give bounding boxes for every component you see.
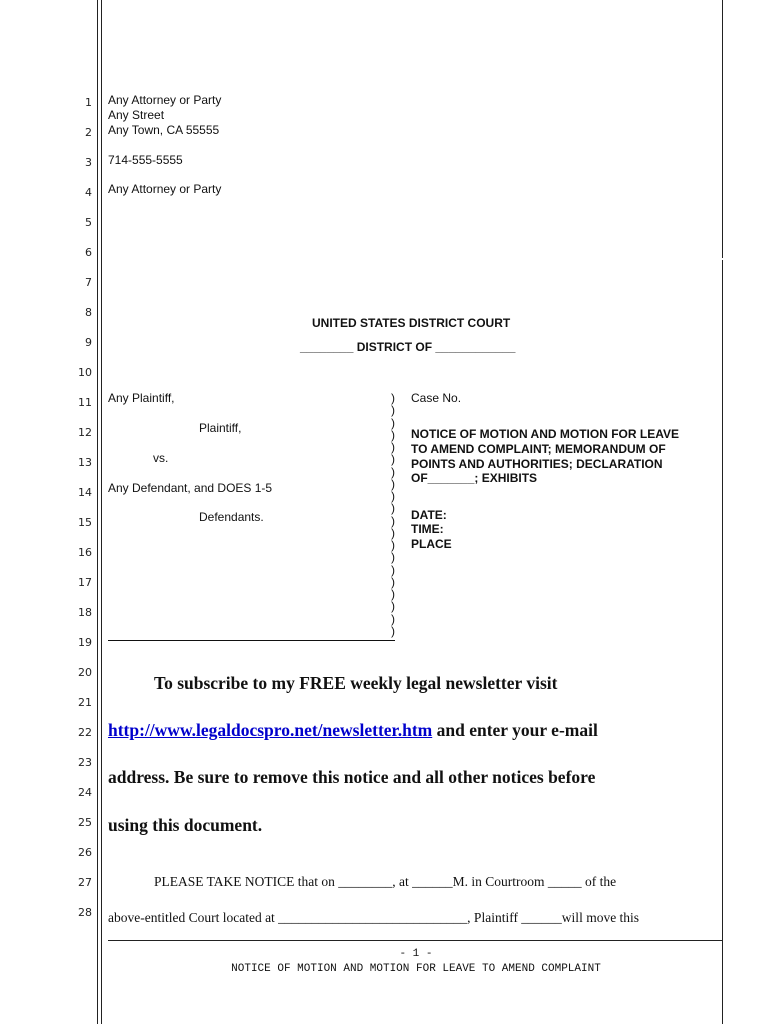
line-number: 1 [85,96,92,109]
attorney-city: Any Town, CA 55555 [108,123,220,137]
line-number: 6 [85,246,92,259]
line-number: 22 [78,726,92,739]
line-number: 2 [85,126,92,139]
paren: ) [391,501,395,516]
document-title-line: OF_______; EXHIBITS [411,471,538,485]
paren: ) [391,574,395,589]
document-title-line: TO AMEND COMPLAINT; MEMORANDUM OF [411,442,666,456]
court-name: UNITED STATES DISTRICT COURT [312,316,511,330]
right-margin-rule-top [722,0,723,258]
left-margin-rule-inner [101,0,102,1024]
line-number: 25 [78,816,92,829]
line-number: 20 [78,666,92,679]
line-number: 11 [78,396,92,409]
paren: ) [391,489,395,503]
caption-paren-column [391,392,399,637]
document-title-line: POINTS AND AUTHORITIES; DECLARATION [411,457,663,471]
line-number: 10 [78,366,92,379]
hearing-place-label: PLACE [411,537,452,551]
plaintiff-role: Plaintiff, [199,421,242,435]
page-number: - 1 - [399,948,433,960]
body-line: above-entitled Court located at ____________________________, Plaintiff ______will move this [108,910,640,925]
line-number: 14 [78,486,92,499]
defendant-name: Any Defendant, and DOES 1-5 [108,481,273,495]
line-number: 18 [78,606,92,619]
paren: ) [391,550,395,565]
notice-line: address. Be sure to remove this notice and all other notices before [108,767,596,787]
paren: ) [391,525,395,540]
newsletter-link[interactable]: http://www.legaldocspro.net/newsletter.htm [108,720,433,740]
left-margin-rule-outer [97,0,98,1024]
line-number: 16 [78,546,92,559]
attorney-phone: 714-555-5555 [108,153,183,167]
paren: ) [391,611,395,626]
paren: ) [391,513,395,528]
line-number: 8 [85,306,92,319]
line-number: 24 [78,786,92,799]
line-number: 23 [78,756,92,769]
paren: ) [391,427,395,442]
body-line: PLEASE TAKE NOTICE that on ________, at ______M. in Courtroom _____ of the [154,874,617,889]
paren: ) [391,391,395,405]
hearing-time-label: TIME: [411,522,444,536]
line-number: 15 [78,516,92,529]
paren: ) [391,538,395,552]
paren: ) [391,599,395,614]
line-number: 13 [78,456,92,469]
paren: ) [391,476,395,491]
right-margin-rule-bottom [722,260,723,1024]
line-number: 3 [85,156,92,169]
footer-rule [108,940,722,941]
versus-label: vs. [153,451,169,465]
hearing-date-label: DATE: [411,508,447,522]
line-number: 5 [85,216,92,229]
notice-line: To subscribe to my FREE weekly legal newsletter visit [154,673,558,693]
paren: ) [391,415,395,430]
paren: ) [391,464,395,479]
attorney-street: Any Street [108,108,165,122]
document-title-line: NOTICE OF MOTION AND MOTION FOR LEAVE [411,427,679,441]
paren: ) [391,403,395,418]
notice-line: using this document. [108,815,263,835]
line-number: 19 [78,636,92,649]
paren: ) [391,587,395,601]
line-number: 21 [78,696,92,709]
line-number: 4 [85,186,92,199]
line-number: 26 [78,846,92,859]
court-district: ________ DISTRICT OF ____________ [300,340,516,354]
notice-line-rest: and enter your e-mail [432,720,598,740]
footer-title: NOTICE OF MOTION AND MOTION FOR LEAVE TO AMEND COMPLAINT [231,963,601,975]
line-number: 9 [85,336,92,349]
paren: ) [391,562,395,577]
paren: ) [391,623,395,638]
line-number: 28 [78,906,92,919]
line-number: 12 [78,426,92,439]
notice-line [108,720,598,741]
defendant-role: Defendants. [199,510,264,524]
paren: ) [391,452,395,467]
line-number: 27 [78,876,92,889]
attorney-for: Any Attorney or Party [108,182,222,196]
case-number-label: Case No. [411,391,462,405]
plaintiff-name: Any Plaintiff, [108,391,175,405]
paren: ) [391,440,395,454]
attorney-name: Any Attorney or Party [108,93,222,107]
line-number: 17 [78,576,92,589]
line-number: 7 [85,276,92,289]
caption-underline [108,640,395,641]
